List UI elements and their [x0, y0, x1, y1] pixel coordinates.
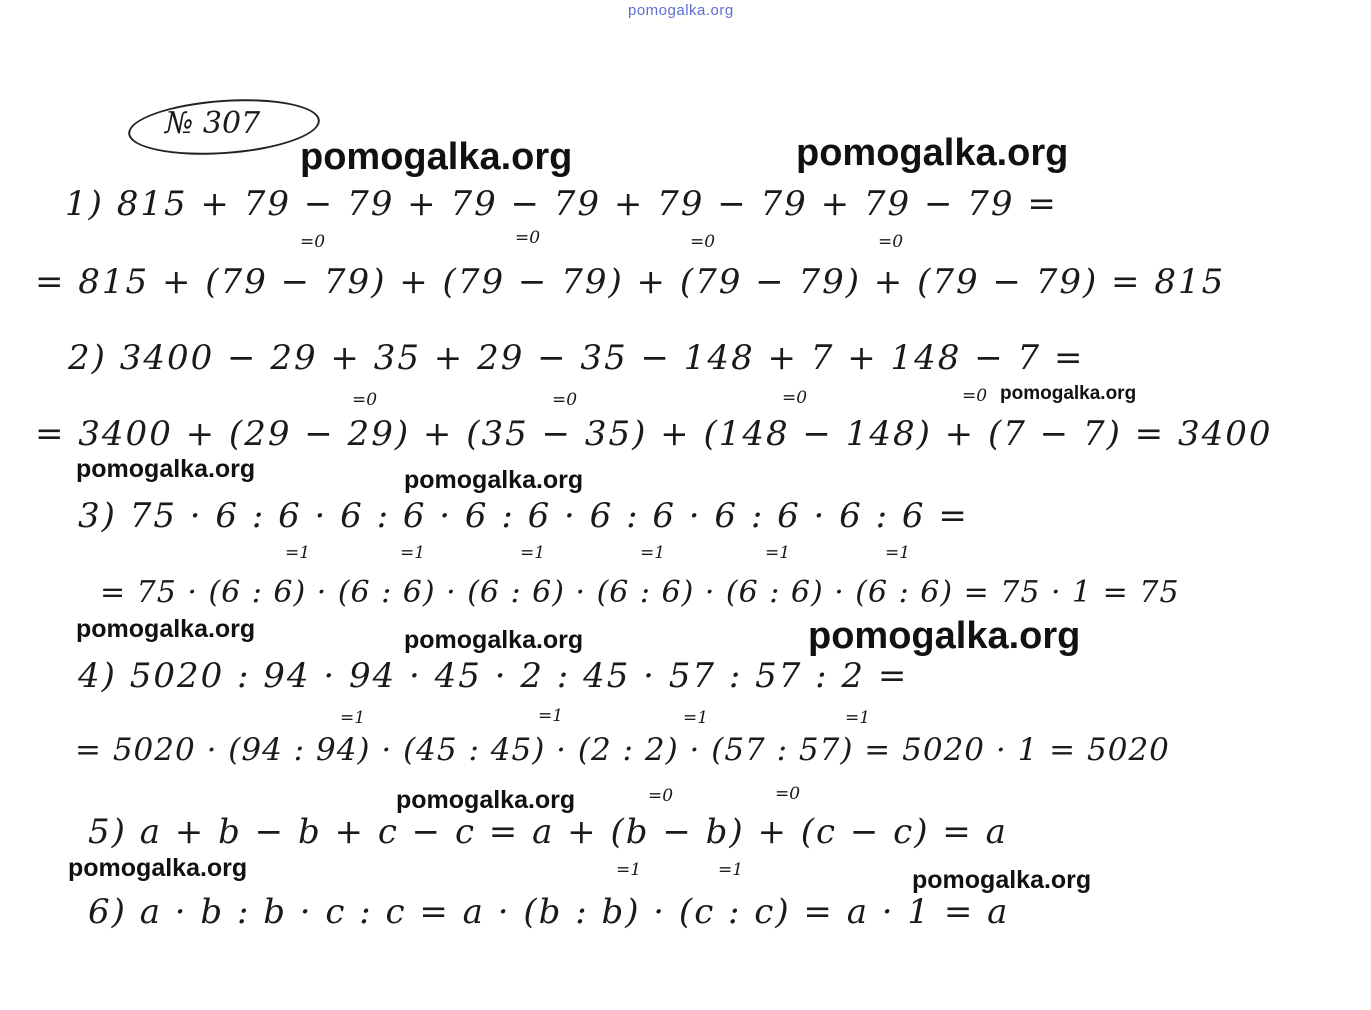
annotation-zero: =0	[352, 390, 378, 410]
line-2-expression: 2) 3400 − 29 + 35 + 29 − 35 − 148 + 7 + 148 − 7 =	[68, 338, 1085, 378]
annotation-one: =1	[683, 708, 709, 728]
line-2-solution: = 3400 + (29 − 29) + (35 − 35) + (148 − 148) + (7 − 7) = 3400	[35, 414, 1273, 454]
annotation-zero: =0	[878, 232, 904, 252]
line-1-solution: = 815 + (79 − 79) + (79 − 79) + (79 − 79) + (79 − 79) = 815	[35, 262, 1226, 302]
line-3-solution: = 75 · (6 : 6) · (6 : 6) · (6 : 6) · (6 : 6) · (6 : 6) · (6 : 6) = 75 · 1 = 75	[100, 575, 1180, 610]
watermark: pomogalka.org	[796, 132, 1069, 174]
annotation-zero: =0	[300, 232, 326, 252]
line-6-expression: 6) a · b : b · c : c = a · (b : b) · (c : c) = a · 1 = a	[88, 892, 1010, 932]
watermark: pomogalka.org	[76, 615, 256, 643]
annotation-one: =1	[845, 708, 871, 728]
annotation-zero: =0	[552, 390, 578, 410]
top-watermark: pomogalka.org	[628, 2, 734, 19]
annotation-one: =1	[718, 860, 744, 880]
annotation-one: =1	[640, 543, 666, 563]
line-1-expression: 1) 815 + 79 − 79 + 79 − 79 + 79 − 79 + 79 − 79 =	[65, 184, 1058, 224]
watermark: pomogalka.org	[404, 626, 584, 654]
watermark: pomogalka.org	[68, 854, 248, 882]
watermark: pomogalka.org	[808, 615, 1081, 657]
watermark: pomogalka.org	[404, 466, 584, 494]
watermark: pomogalka.org	[76, 455, 256, 483]
annotation-one: =1	[765, 543, 791, 563]
annotation-one: =1	[616, 860, 642, 880]
annotation-zero: =0	[515, 228, 541, 248]
annotation-zero: =0	[775, 784, 801, 804]
line-5-expression: 5) a + b − b + c − c = a + (b − b) + (c − c) = a	[88, 812, 1008, 852]
annotation-zero: =0	[962, 386, 988, 406]
watermark: pomogalka.org	[300, 136, 573, 178]
annotation-one: =1	[285, 543, 311, 563]
line-4-expression: 4) 5020 : 94 · 94 · 45 · 2 : 45 · 57 : 57 : 2 =	[78, 656, 909, 696]
watermark: pomogalka.org	[1000, 383, 1137, 404]
watermark: pomogalka.org	[912, 866, 1092, 894]
problem-number: № 307	[165, 106, 261, 141]
line-3-expression: 3) 75 · 6 : 6 · 6 : 6 · 6 : 6 · 6 : 6 · 6 : 6 · 6 : 6 =	[78, 496, 969, 536]
watermark: pomogalka.org	[396, 786, 576, 814]
annotation-zero: =0	[690, 232, 716, 252]
annotation-zero: =0	[782, 388, 808, 408]
annotation-one: =1	[538, 706, 564, 726]
annotation-one: =1	[520, 543, 546, 563]
annotation-one: =1	[340, 708, 366, 728]
annotation-one: =1	[885, 543, 911, 563]
annotation-zero: =0	[648, 786, 674, 806]
annotation-one: =1	[400, 543, 426, 563]
line-4-solution: = 5020 · (94 : 94) · (45 : 45) · (2 : 2) · (57 : 57) = 5020 · 1 = 5020	[75, 732, 1170, 768]
